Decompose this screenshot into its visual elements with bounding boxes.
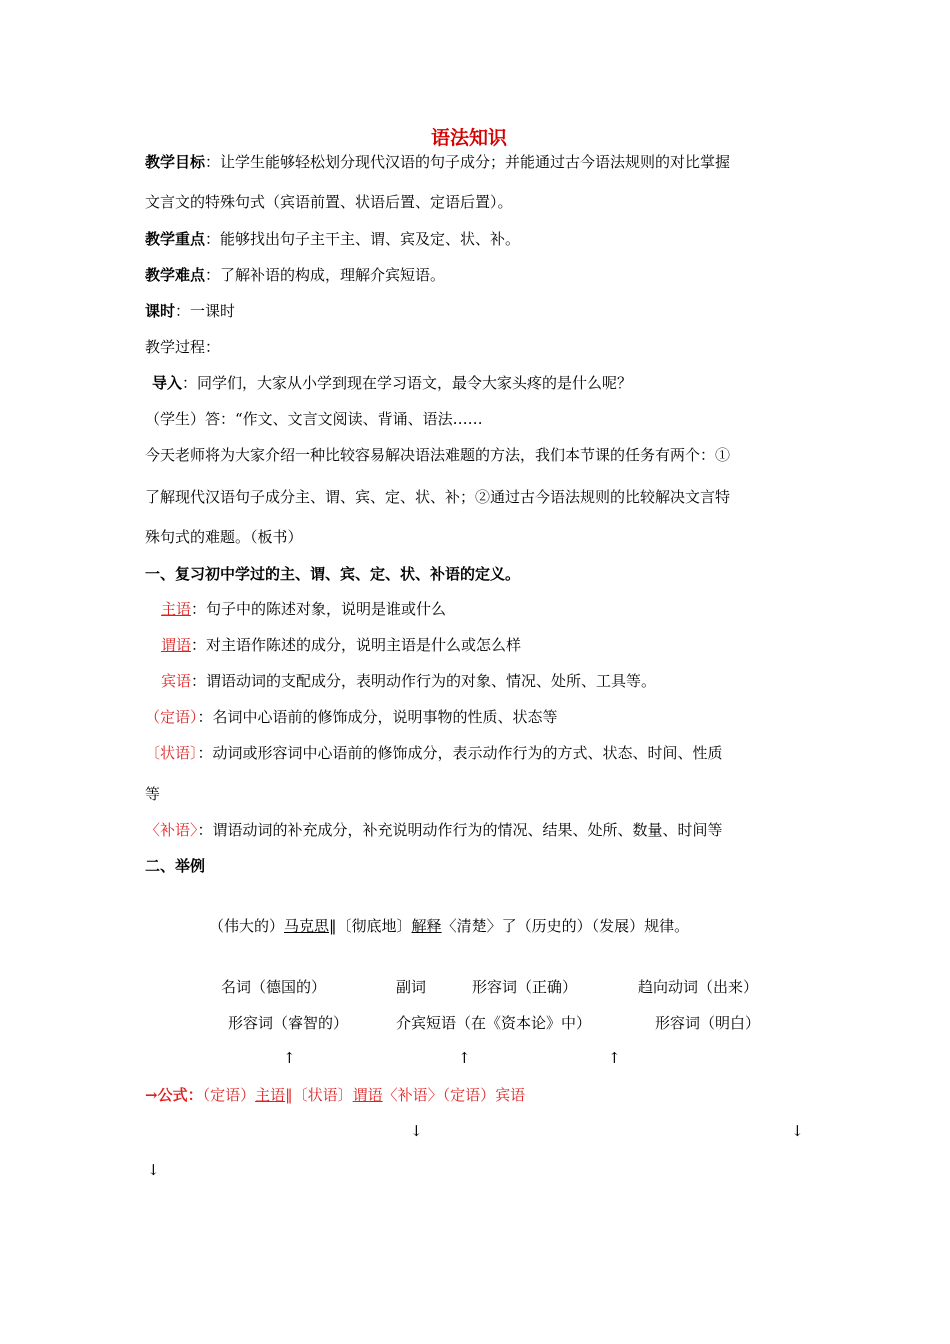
def-adverbial — [145, 743, 723, 763]
note-prep-phrase: 介宾短语（在《资本论》中） — [396, 1014, 592, 1032]
note-adverb: 副词 — [396, 978, 427, 996]
objective-line-2: 文言文的特殊句式（宾语前置、状语后置、定语后置）。 — [145, 193, 513, 211]
down-arrow-icon: ↓ — [147, 1161, 160, 1179]
formula — [145, 1085, 525, 1105]
def-object — [161, 671, 656, 691]
key-point-text: ：能够找出句子主干主、谓、宾及定、状、补。 — [205, 230, 521, 248]
task-line-3: 殊句式的难题。（板书） — [145, 528, 303, 546]
def-subject-text: ：句子中的陈述对象，说明是谁或什么 — [191, 600, 447, 618]
key-point — [145, 229, 520, 249]
def-predicate-term: 谓语 — [161, 636, 192, 654]
difficulty-text: ：了解补语的构成，理解介宾短语。 — [205, 266, 446, 284]
difficulty — [145, 265, 445, 285]
def-attributive-term: （定语） — [145, 708, 198, 726]
difficulty-label: 教学难点 — [145, 266, 206, 284]
note-directional-verb: 趋向动词（出来） — [638, 978, 759, 996]
formula-predicate: 谓语 — [352, 1086, 383, 1104]
intro-text: ：同学们，大家从小学到现在学习语文，最令大家头疼的是什么呢？ — [182, 374, 633, 392]
section-2-heading: 二、举例 — [145, 857, 206, 875]
up-arrow-icon: ↑ — [458, 1049, 471, 1067]
formula-part-3: 〈补语〉（定语）宾语 — [382, 1086, 526, 1104]
def-adverbial-text: ：动词或形容词中心语前的修饰成分，表示动作行为的方式、状态、时间、性质 — [197, 744, 723, 762]
example-sentence — [209, 916, 689, 936]
example-subject: 马克思 — [284, 917, 330, 935]
task-line-2: 了解现代汉语句子成分主、谓、宾、定、状、补；②通过古今语法规则的比较解决文言特 — [145, 488, 731, 506]
task-line-1: 今天老师将为大家介绍一种比较容易解决语法难题的方法，我们本节课的任务有两个：① — [145, 446, 731, 464]
page-title: 语法知识 — [431, 127, 508, 149]
def-subject-term: 主语 — [161, 600, 192, 618]
def-adverbial-term: 〔状语〕 — [145, 744, 198, 762]
intro — [152, 373, 632, 393]
objective-text-1: ：让学生能够轻松划分现代汉语的句子成分；并能通过古今语法规则的对比掌握 — [205, 153, 731, 171]
def-complement — [145, 820, 723, 840]
section-1-heading: 一、复习初中学过的主、谓、宾、定、状、补语的定义。 — [145, 565, 521, 583]
duration-text: ：一课时 — [175, 302, 236, 320]
def-adverbial-cont: 等 — [145, 785, 161, 803]
key-point-label: 教学重点 — [145, 230, 206, 248]
formula-part-1: （定语） — [202, 1086, 256, 1104]
note-adjective-wise: 形容词（睿智的） — [228, 1014, 349, 1032]
note-noun: 名词（德国的） — [221, 978, 327, 996]
example-predicate: 解释 — [411, 917, 442, 935]
def-attributive-text: ：名词中心语前的修饰成分，说明事物的性质、状态等 — [197, 708, 558, 726]
process-label: 教学过程： — [145, 338, 221, 356]
note-adjective-correct: 形容词（正确） — [472, 978, 578, 996]
formula-part-2: ‖〔状语〕 — [285, 1086, 353, 1104]
formula-label: →公式： — [145, 1086, 203, 1104]
def-subject — [161, 599, 446, 619]
down-arrow-icon: ↓ — [410, 1122, 423, 1140]
def-predicate-text: ：对主语作陈述的成分，说明主语是什么或怎么样 — [191, 636, 522, 654]
note-adjective-clear: 形容词（明白） — [655, 1014, 761, 1032]
formula-subject: 主语 — [255, 1086, 286, 1104]
duration — [145, 301, 235, 321]
def-object-text: ：谓语动词的支配成分，表明动作行为的对象、情况、处所、工具等。 — [191, 672, 657, 690]
intro-label: 导入 — [152, 374, 183, 392]
up-arrow-icon: ↑ — [608, 1049, 621, 1067]
up-arrow-icon: ↑ — [283, 1049, 296, 1067]
objective-label: 教学目标 — [145, 153, 206, 171]
example-part-1: （伟大的） — [209, 917, 285, 935]
example-part-2: ‖〔彻底地〕 — [329, 917, 412, 935]
def-complement-term: 〈补语〉 — [145, 821, 198, 839]
student-answer: （学生）答：“作文、文言文阅读、背诵、语法…… — [145, 410, 483, 428]
def-complement-text: ：谓语动词的补充成分，补充说明动作行为的情况、结果、处所、数量、时间等 — [197, 821, 723, 839]
def-attributive — [145, 707, 558, 727]
objective-line-1 — [145, 152, 730, 172]
example-part-3: 〈清楚〉了（历史的）（发展）规律。 — [441, 917, 690, 935]
def-predicate — [161, 635, 521, 655]
def-object-term: 宾语 — [161, 672, 192, 690]
down-arrow-icon: ↓ — [791, 1122, 804, 1140]
duration-label: 课时 — [145, 302, 176, 320]
